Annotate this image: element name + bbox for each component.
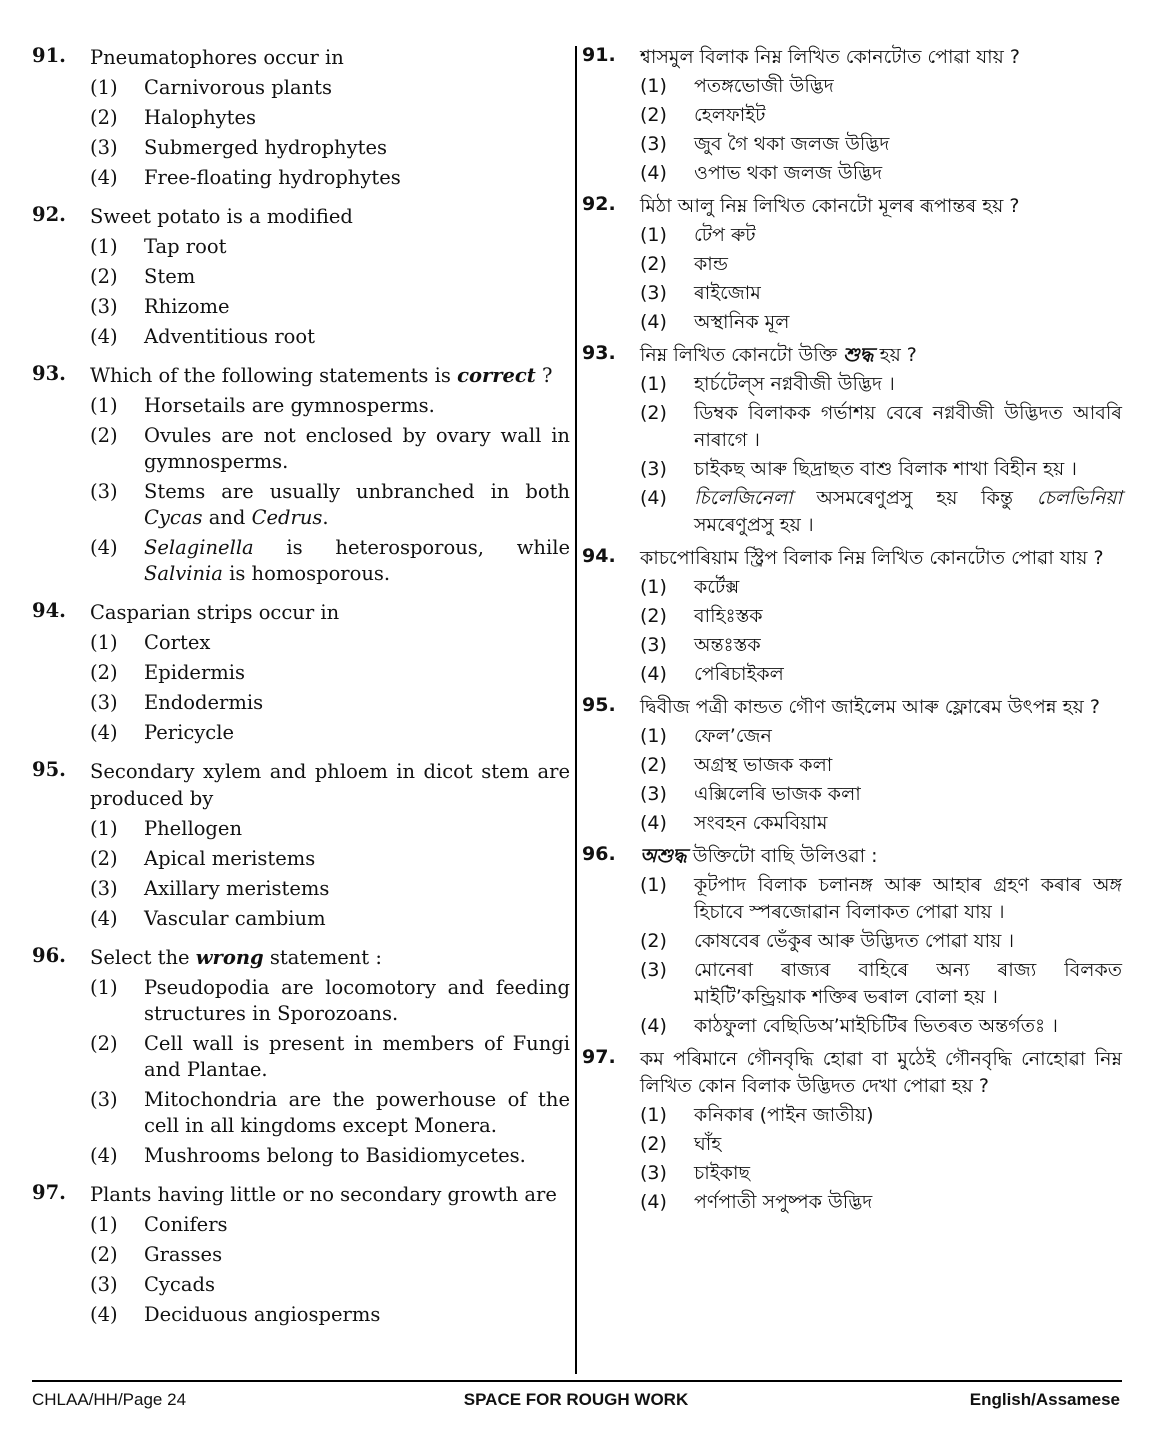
option-text: Mushrooms belong to Basidiomycetes.: [144, 1144, 526, 1167]
question-92: [32, 203, 570, 350]
option-text: Mitochondria are the powerhouse of the cell in all kingdoms except Monera.: [144, 1088, 570, 1137]
stem-emphasis: wrong: [195, 946, 264, 969]
option-text: ওপাভ থকা জলজ উদ্ভিদ: [694, 162, 883, 184]
option: [640, 928, 1122, 955]
option-number: (3): [640, 1162, 667, 1184]
option-text: Conifers: [144, 1213, 228, 1236]
option-text: [144, 536, 570, 585]
question-95: [582, 694, 1122, 837]
question-stem: [90, 362, 570, 389]
option-number: (4): [640, 663, 667, 685]
option-number: (3): [90, 877, 118, 900]
option: [640, 160, 1122, 187]
question-stem: কম পৰিমানে গৌনবৃদ্ধি হোৱা বা মুঠেই গৌনবৃদ্ধি নোহোৱা নিম্ন লিখিত কোন বিলাক উদ্ভিদত দেখা পোৱা হয় ?: [640, 1048, 1122, 1097]
option-text: Ovules are not enclosed by ovary wall in gymnosperms.: [144, 424, 570, 473]
option-text: Tap root: [144, 235, 227, 258]
option-number: (3): [640, 458, 667, 480]
option-number: (4): [90, 1144, 118, 1167]
option: [640, 131, 1122, 158]
option: [90, 816, 570, 842]
question-number: 91.: [582, 44, 616, 66]
question-number: 96.: [582, 843, 616, 865]
question-96: [32, 944, 570, 1169]
option-text: Cycads: [144, 1273, 215, 1296]
stem-emphasis: correct: [457, 364, 536, 387]
option-number: (1): [90, 976, 118, 999]
option-text: চাইকছ আৰু ছিদ্ৰাছত বাশু বিলাক শাখা বিহীন হয় ।: [694, 458, 1077, 480]
question-number: 91.: [32, 44, 66, 67]
option: [90, 975, 570, 1027]
option-text: [144, 480, 570, 529]
option: [90, 479, 570, 531]
option: [90, 660, 570, 686]
option-number: (2): [90, 424, 118, 447]
assamese-column: [582, 44, 1122, 1222]
option: [90, 75, 570, 101]
italic-term: Cedrus: [251, 506, 323, 529]
option: [90, 294, 570, 320]
question-97: [32, 1181, 570, 1328]
question-95: [32, 758, 570, 932]
option-text: কান্ড: [694, 253, 728, 275]
option-number: (4): [90, 1303, 118, 1326]
option: [640, 781, 1122, 808]
option: [90, 906, 570, 932]
option-number: (4): [640, 1191, 667, 1213]
option: [90, 423, 570, 475]
question-number: 92.: [32, 203, 66, 226]
option-text: Free-floating hydrophytes: [144, 166, 401, 189]
option: [640, 1189, 1122, 1216]
option-text: পতঙ্গভোজী উদ্ভিদ: [694, 75, 834, 97]
option-text: Deciduous angiosperms: [144, 1303, 381, 1326]
option-text: পৰ্ণপাতী সপুষ্পক উদ্ভিদ: [694, 1191, 873, 1213]
option: [640, 957, 1122, 1011]
option: [90, 1031, 570, 1083]
option: [640, 251, 1122, 278]
option-text: হাৰ্চটেল্‌স নগ্নবীজী উদ্ভিদ ।: [694, 373, 895, 395]
option-segment: Stems are usually unbranched in both: [144, 480, 570, 503]
option-number: (1): [90, 235, 118, 258]
option: [90, 264, 570, 290]
option-number: (3): [640, 959, 667, 981]
option: [90, 1143, 570, 1169]
option-text: পেৰিচাইকল: [694, 663, 784, 685]
option: [90, 876, 570, 902]
question-93: [582, 342, 1122, 539]
question-number: 93.: [32, 362, 66, 385]
option-number: (4): [90, 536, 118, 559]
italic-term: চেলভিনিয়া: [1036, 487, 1122, 509]
option-number: (3): [640, 282, 667, 304]
option: [640, 400, 1122, 454]
stem-text: ?: [535, 364, 553, 387]
option: [640, 309, 1122, 336]
option-number: (3): [640, 783, 667, 805]
option-number: (1): [640, 874, 667, 896]
option-text: চাইকাছ: [694, 1162, 750, 1184]
question-number: 96.: [32, 944, 66, 967]
question-stem: Sweet potato is a modified: [90, 205, 353, 228]
question-stem: [90, 944, 570, 971]
option-text: এক্সিলেৰি ভাজক কলা: [694, 783, 861, 805]
italic-term: Salvinia: [144, 562, 223, 585]
option: [90, 720, 570, 746]
question-number: 95.: [32, 758, 66, 781]
option-text: Cortex: [144, 631, 211, 654]
option-text: ঘাঁহ: [694, 1133, 722, 1155]
option-number: (1): [640, 75, 667, 97]
option-number: (2): [640, 605, 667, 627]
option-text: Phellogen: [144, 817, 243, 840]
option-text: Adventitious root: [144, 325, 315, 348]
stem-text: Select the: [90, 946, 196, 969]
option: [640, 1013, 1122, 1040]
question-number: 97.: [32, 1181, 66, 1204]
question-94: [582, 545, 1122, 688]
question-number: 94.: [32, 599, 66, 622]
option-text: ৰাইজোম: [694, 282, 761, 304]
option-number: (2): [90, 1243, 118, 1266]
option-text: Endodermis: [144, 691, 264, 714]
option-text: অগ্ৰস্থ ভাজক কলা: [694, 754, 833, 776]
option-number: (4): [90, 721, 118, 744]
option-text: Halophytes: [144, 106, 257, 129]
option: [640, 574, 1122, 601]
option-number: (1): [90, 817, 118, 840]
option-number: (2): [640, 253, 667, 275]
option: [90, 535, 570, 587]
question-number: 95.: [582, 694, 616, 716]
option: [90, 1242, 570, 1268]
option: [640, 73, 1122, 100]
option-text: কৰ্টেক্স: [694, 576, 740, 598]
english-column: [32, 44, 570, 1340]
option-text: বাহিঃস্তক: [694, 605, 763, 627]
option: [640, 632, 1122, 659]
question-stem: দ্বিবীজ পত্ৰী কান্ডত গৌণ জাইলেম আৰু ফ্লোৰেম উৎপন্ন হয় ?: [640, 696, 1100, 718]
option-segment: is heterosporous, while: [253, 536, 570, 559]
question-91: [582, 44, 1122, 187]
option: [640, 723, 1122, 750]
option-text: জুব গৈ থকা জলজ উদ্ভিদ: [694, 133, 890, 155]
option-number: (2): [90, 661, 118, 684]
option-text: Submerged hydrophytes: [144, 136, 388, 159]
option-text: সংবহন কেমবিয়াম: [694, 812, 828, 834]
option-text: টেপ ৰুট: [694, 224, 756, 246]
option-text: Apical meristems: [144, 847, 316, 870]
option-number: (2): [90, 106, 118, 129]
question-96: [582, 843, 1122, 1040]
footer-rule: [32, 1380, 1122, 1382]
option-number: (3): [90, 1088, 118, 1111]
stem-text: statement :: [263, 946, 382, 969]
option-number: (4): [640, 487, 667, 509]
option: [640, 222, 1122, 249]
italic-term: চিলেজিনেলা: [694, 487, 793, 509]
option-text: হেলফাইট: [694, 104, 766, 126]
option-text: Grasses: [144, 1243, 223, 1266]
option-text: Axillary meristems: [144, 877, 330, 900]
option-number: (1): [90, 76, 118, 99]
option-segment: and: [202, 506, 252, 529]
option-number: (3): [640, 634, 667, 656]
option-number: (2): [640, 1133, 667, 1155]
option-number: (4): [90, 907, 118, 930]
question-stem: [640, 843, 1122, 870]
option-text: ডিম্বক বিলাকক গৰ্ভাশয় বেৰে নগ্নবীজী উদ্ভিদত আবৰি নাৰাগে ।: [694, 402, 1122, 451]
question-number: 93.: [582, 342, 616, 364]
option: [90, 165, 570, 191]
option-number: (4): [640, 812, 667, 834]
option-text: Horsetails are gymnosperms.: [144, 394, 435, 417]
option-segment: অসমৰেণুপ্ৰসু হয় কিন্তু: [792, 487, 1037, 509]
question-number: 97.: [582, 1046, 616, 1068]
option: [640, 752, 1122, 779]
option-text: Vascular cambium: [144, 907, 326, 930]
option-number: (3): [90, 691, 118, 714]
option-number: (2): [640, 930, 667, 952]
option-segment: .: [322, 506, 329, 529]
question-number: 94.: [582, 545, 616, 567]
option: [640, 456, 1122, 483]
question-stem: কাচপোৰিয়াম স্ট্ৰিপ বিলাক নিম্ন লিখিত কোনটোত পোৱা যায় ?: [640, 547, 1104, 569]
option: [640, 872, 1122, 926]
question-92: [582, 193, 1122, 336]
option-number: (4): [90, 166, 118, 189]
option-number: (1): [640, 725, 667, 747]
option-number: (1): [640, 224, 667, 246]
italic-term: Selaginella: [144, 536, 254, 559]
option-number: (2): [90, 1032, 118, 1055]
question-93: [32, 362, 570, 587]
option-text: Pseudopodia are locomotory and feeding structures in Sporozoans.: [144, 976, 570, 1025]
option: [640, 485, 1122, 539]
option-text: মোনেৰা ৰাজ্যৰ বাহিৰে অন্য ৰাজ্য বিলকত মাইটি’কন্ড্ৰিয়াক শক্তিৰ ভৰাল বোলা হয় ।: [694, 959, 1122, 1008]
option-number: (2): [640, 754, 667, 776]
stem-emphasis: শুদ্ধ: [843, 344, 874, 366]
question-94: [32, 599, 570, 746]
option-text: Stem: [144, 265, 196, 288]
option: [90, 135, 570, 161]
option-number: (2): [90, 265, 118, 288]
question-91: [32, 44, 570, 191]
option-text: অন্তঃস্তক: [694, 634, 761, 656]
option: [640, 661, 1122, 688]
italic-term: Cycas: [144, 506, 203, 529]
option-number: (1): [640, 576, 667, 598]
option-text: অস্থানিক মূল: [694, 311, 790, 333]
question-97: [582, 1046, 1122, 1216]
option: [90, 630, 570, 656]
option-number: (4): [640, 311, 667, 333]
option: [640, 603, 1122, 630]
stem-text: হয় ?: [873, 344, 917, 366]
option: [90, 1272, 570, 1298]
option: [640, 102, 1122, 129]
option: [640, 371, 1122, 398]
option-text: কাঠফুলা বেছিডিঅ’মাইচিটিৰ ভিতৰত অন্তৰ্গতঃ ।: [694, 1015, 1058, 1037]
option: [640, 1102, 1122, 1129]
option-text: Rhizome: [144, 295, 230, 318]
question-stem: Pneumatophores occur in: [90, 46, 344, 69]
question-stem: Casparian strips occur in: [90, 601, 340, 624]
option-number: (1): [90, 394, 118, 417]
option-number: (2): [640, 104, 667, 126]
option-text: Pericycle: [144, 721, 234, 744]
option-number: (1): [90, 631, 118, 654]
option: [640, 280, 1122, 307]
stem-text: উক্তিটো বাছি উলিওৱা :: [686, 845, 878, 867]
column-divider: [575, 46, 577, 1374]
question-stem: Plants having little or no secondary growth are: [90, 1183, 557, 1206]
option: [640, 1131, 1122, 1158]
option-number: (2): [90, 847, 118, 870]
option: [640, 810, 1122, 837]
option-number: (3): [90, 1273, 118, 1296]
option-number: (2): [640, 402, 667, 424]
option-text: কোষবেৰ ভেঁকুৰ আৰু উদ্ভিদত পোৱা যায় ।: [694, 930, 1015, 952]
option-segment: is homosporous.: [222, 562, 391, 585]
option-number: (4): [90, 325, 118, 348]
option: [90, 393, 570, 419]
option-number: (3): [90, 136, 118, 159]
option: [90, 105, 570, 131]
page-code: CHLAA/HH/Page 24: [32, 1390, 187, 1409]
language-label: English/Assamese: [969, 1390, 1120, 1409]
option-number: (1): [640, 373, 667, 395]
option: [90, 324, 570, 350]
option-text: কনিকাৰ (পাইন জাতীয়): [694, 1104, 874, 1126]
option-text: [694, 487, 1122, 536]
question-stem: Secondary xylem and phloem in dicot stem are produced by: [90, 760, 570, 810]
option: [90, 846, 570, 872]
option-text: Epidermis: [144, 661, 246, 684]
option-number: (3): [640, 133, 667, 155]
question-stem: [640, 342, 1122, 369]
option: [90, 1302, 570, 1328]
option-text: Carnivorous plants: [144, 76, 332, 99]
option-segment: সমৰেণুপ্ৰসু হয় ।: [694, 514, 814, 536]
option-number: (4): [640, 162, 667, 184]
option-text: ফেল’জেন: [694, 725, 772, 747]
question-stem: মিঠা আলু নিম্ন লিখিত কোনটো মূলৰ ৰূপান্তৰ হয় ?: [640, 195, 1020, 217]
stem-text: Which of the following statements is: [90, 364, 458, 387]
question-number: 92.: [582, 193, 616, 215]
option: [90, 1212, 570, 1238]
rough-work-label: SPACE FOR ROUGH WORK: [463, 1390, 689, 1409]
option: [90, 234, 570, 260]
option-number: (1): [90, 1213, 118, 1236]
option: [90, 1087, 570, 1139]
option-number: (1): [640, 1104, 667, 1126]
option: [640, 1160, 1122, 1187]
question-stem: শ্বাসমুল বিলাক নিম্ন লিখিত কোনটোত পোৱা যায় ?: [640, 46, 1020, 68]
option-text: কূটপাদ বিলাক চলানঙ্গ আৰু আহাৰ গ্ৰহণ কৰাৰ অঙ্গ হিচাবে স্পৰজোৱান বিলাকত পোৱা যায় ।: [694, 874, 1122, 923]
stem-emphasis: অশুদ্ধ: [640, 845, 687, 867]
option-text: Cell wall is present in members of Fungi and Plantae.: [144, 1032, 570, 1081]
option-number: (3): [90, 480, 118, 503]
stem-text: নিম্ন লিখিত কোনটো উক্তি: [640, 344, 844, 366]
option: [90, 690, 570, 716]
option-number: (3): [90, 295, 118, 318]
option-number: (4): [640, 1015, 667, 1037]
